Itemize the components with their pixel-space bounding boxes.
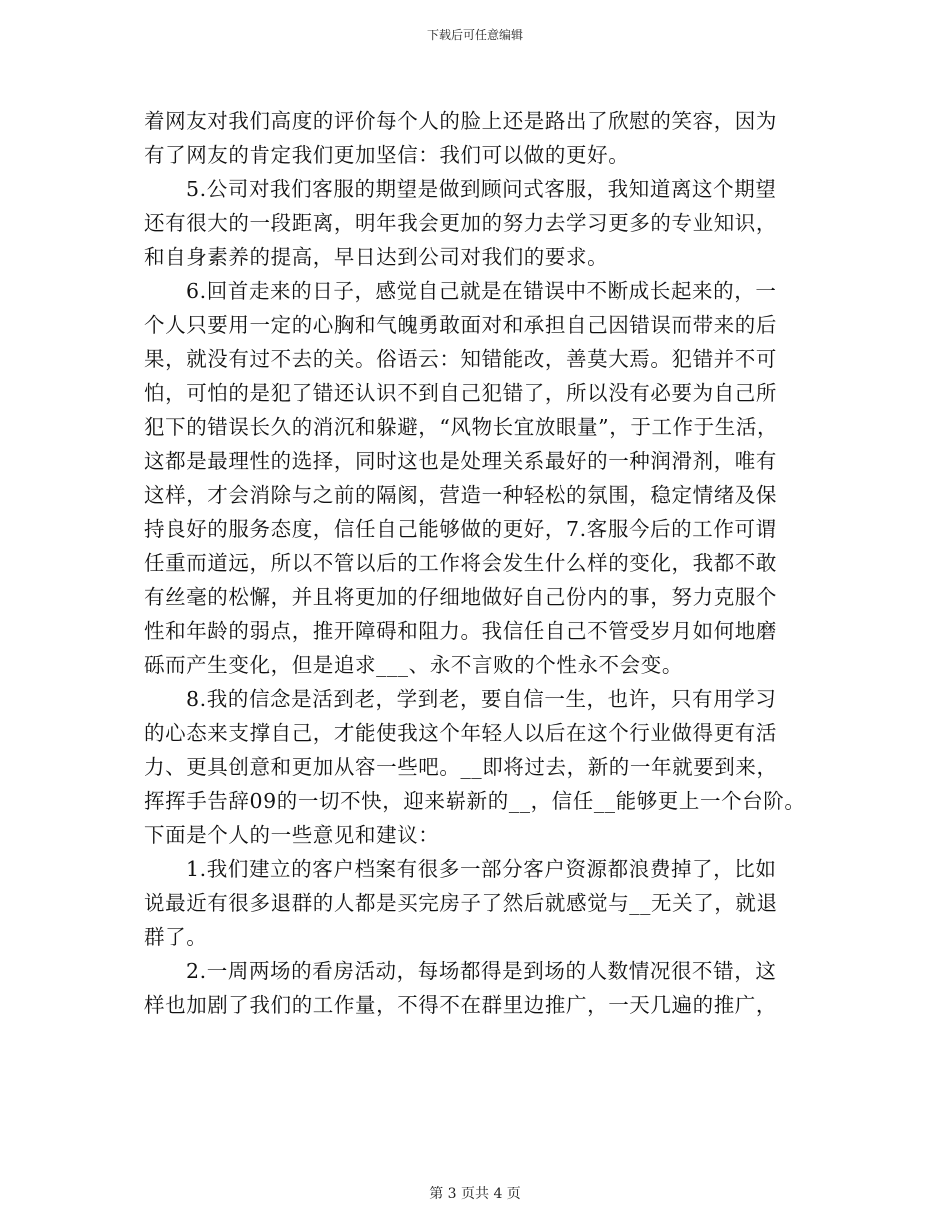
text-line: 群了。 bbox=[144, 925, 208, 949]
text-line: 1.我们建立的客户档案有很多一部分客户资源都浪费掉了，比如 bbox=[186, 857, 777, 881]
text-line: 的心态来支撑自己，才能使我这个年轻人以后在这个行业做得更有活 bbox=[144, 721, 777, 745]
text-line: 有了网友的肯定我们更加坚信：我们可以做的更好。 bbox=[144, 143, 630, 167]
page-footer: 第 3 页共 4 页 bbox=[429, 1186, 521, 1202]
text-line: 样也加剧了我们的工作量，不得不在群里边推广，一天几遍的推广， bbox=[144, 993, 777, 1017]
text-line: 挥挥手告辞09的一切不快，迎来崭新的__，信任__能够更上一个台阶。 bbox=[144, 789, 806, 813]
text-line: 果，就没有过不去的关。俗语云：知错能改，善莫大焉。犯错并不可 bbox=[144, 347, 777, 371]
text-line: 5.公司对我们客服的期望是做到顾问式客服，我知道离这个期望 bbox=[186, 177, 777, 201]
text-line: 力、更具创意和更加从容一些吧。__即将过去，新的一年就要到来， bbox=[144, 755, 778, 779]
text-line: 这样，才会消除与之前的隔阂，营造一种轻松的氛围，稳定情绪及保 bbox=[144, 483, 777, 507]
text-line: 8.我的信念是活到老，学到老，要自信一生，也许，只有用学习 bbox=[186, 687, 777, 711]
text-line: 性和年龄的弱点，推开障碍和阻力。我信任自己不管受岁月如何地磨 bbox=[144, 619, 777, 643]
text-line: 持良好的服务态度，信任自己能够做的更好，7.客服今后的工作可谓 bbox=[144, 517, 777, 541]
text-line: 还有很大的一段距离，明年我会更加的努力去学习更多的专业知识， bbox=[144, 211, 777, 235]
text-line: 6.回首走来的日子，感觉自己就是在错误中不断成长起来的，一 bbox=[186, 279, 777, 303]
text-line: 这都是最理性的选择，同时这也是处理关系最好的一种润滑剂，唯有 bbox=[144, 449, 777, 473]
text-line: 2.一周两场的看房活动，每场都得是到场的人数情况很不错，这 bbox=[186, 959, 777, 983]
text-line: 说最近有很多退群的人都是买完房子了然后就感觉与__无关了，就退 bbox=[144, 891, 778, 915]
text-line: 个人只要用一定的心胸和气魄勇敢面对和承担自己因错误而带来的后 bbox=[144, 313, 777, 337]
text-line: 犯下的错误长久的消沉和躲避，“风物长宜放眼量”，于工作于生活， bbox=[144, 415, 779, 439]
document-body bbox=[144, 104, 824, 1022]
text-line: 有丝毫的松懈，并且将更加的仔细地做好自己份内的事，努力克服个 bbox=[144, 585, 777, 609]
text-line: 着网友对我们高度的评价每个人的脸上还是路出了欣慰的笑容，因为 bbox=[144, 109, 777, 133]
text-line: 怕，可怕的是犯了错还认识不到自己犯错了，所以没有必要为自己所 bbox=[144, 381, 777, 405]
text-line: 和自身素养的提高，早日达到公司对我们的要求。 bbox=[144, 245, 609, 269]
text-line: 下面是个人的一些意见和建议： bbox=[144, 823, 440, 847]
text-line: 砾而产生变化，但是追求___、永不言败的个性永不会变。 bbox=[144, 653, 683, 677]
page-header: 下载后可任意编辑 bbox=[426, 28, 523, 42]
text-line: 任重而道远，所以不管以后的工作将会发生什么样的变化，我都不敢 bbox=[144, 551, 777, 575]
